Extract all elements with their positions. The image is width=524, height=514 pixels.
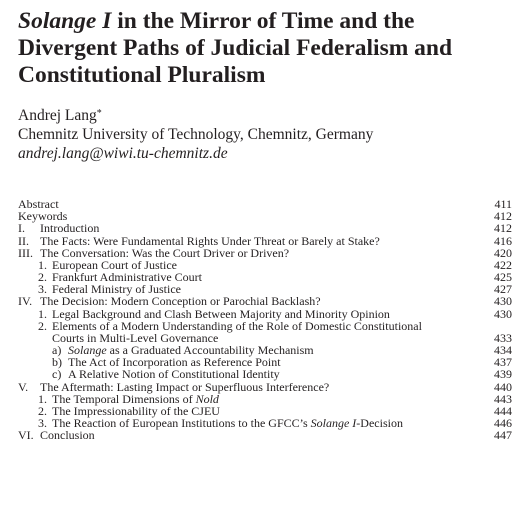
author-email[interactable]: andrej.lang@wiwi.tu-chemnitz.de bbox=[18, 145, 228, 162]
toc-entry-number: 1. bbox=[38, 306, 47, 321]
toc-entry-number: III. bbox=[18, 245, 33, 260]
toc-entry[interactable] bbox=[18, 320, 512, 344]
toc-entry-text: Keywords bbox=[18, 209, 68, 224]
toc-entry-text: The Aftermath: Lasting Impact or Superfluous Interference? bbox=[40, 379, 330, 394]
toc-page-number: 439 bbox=[494, 367, 512, 382]
toc-page-number: 425 bbox=[494, 270, 512, 285]
toc-entry-text: Legal Background and Clash Between Majority and Minority Opinion bbox=[52, 306, 390, 321]
toc-entry-text: The Impressionability of the CJEU bbox=[52, 403, 220, 418]
title-italic: Solange I bbox=[18, 8, 112, 34]
toc-entry-text: Abstract bbox=[18, 197, 59, 211]
toc-page-number: 427 bbox=[494, 282, 512, 297]
toc-page-number: 444 bbox=[494, 403, 512, 418]
toc-page-number: 430 bbox=[494, 306, 512, 321]
toc-entry[interactable] bbox=[18, 429, 512, 441]
toc-page-number: 433 bbox=[494, 330, 512, 345]
toc-page-number: 422 bbox=[494, 257, 512, 272]
toc-entry-text: Solange I bbox=[310, 416, 357, 431]
toc-entry-label bbox=[18, 429, 95, 441]
toc-entry-text: The Temporal Dimensions of bbox=[52, 391, 196, 406]
toc-entry-text: The Act of Incorporation as Reference Point bbox=[68, 355, 281, 370]
toc-entry-text: The Reaction of European Institutions to the GFCC’s bbox=[52, 416, 311, 431]
author-name: Andrej Lang bbox=[18, 107, 97, 124]
toc-page-number: 411 bbox=[494, 197, 512, 211]
title-rest: in the Mirror of Time and the Divergent Paths of Judicial Federalism and Constitutional Pluralism bbox=[18, 8, 453, 88]
toc-entry-number: 2. bbox=[38, 403, 47, 418]
toc-page-number: 412 bbox=[494, 221, 512, 236]
toc-entry-text: Frankfurt Administrative Court bbox=[52, 270, 202, 285]
toc-page-number: 437 bbox=[494, 355, 512, 370]
toc-entry-number: a) bbox=[52, 343, 62, 358]
toc-entry-number: b) bbox=[52, 355, 62, 370]
toc-entry-number: 1. bbox=[38, 391, 47, 406]
toc-entry-number: 3. bbox=[38, 416, 47, 431]
toc-entry-number: I. bbox=[18, 221, 25, 236]
toc-entry-number: 2. bbox=[38, 270, 47, 285]
toc-entry-text: Federal Ministry of Justice bbox=[52, 282, 181, 297]
toc-entry-number: c) bbox=[52, 367, 62, 382]
table-of-contents bbox=[18, 198, 512, 441]
toc-entry-text: Introduction bbox=[40, 221, 100, 236]
toc-entry-text: Solange bbox=[68, 343, 107, 358]
affiliation: Chemnitz University of Technology, Chemnitz, Germany bbox=[18, 126, 374, 143]
toc-entry-text: -Decision bbox=[356, 416, 403, 431]
toc-entry-text: A Relative Notion of Constitutional Identity bbox=[68, 367, 280, 382]
toc-page-number: 412 bbox=[494, 209, 512, 224]
toc-entry-text: The Decision: Modern Conception or Parochial Backlash? bbox=[40, 294, 321, 309]
toc-entry-text: The Facts: Were Fundamental Rights Under Threat or Barely at Stake? bbox=[40, 233, 380, 248]
toc-entry-label bbox=[38, 320, 478, 344]
toc-entry[interactable] bbox=[18, 198, 512, 210]
toc-entry-number: IV. bbox=[18, 294, 33, 309]
toc-page-number: 446 bbox=[494, 416, 512, 431]
toc-page-number: 416 bbox=[494, 233, 512, 248]
toc-entry-text: Nold bbox=[195, 391, 219, 406]
toc-entry-number: 1. bbox=[38, 257, 47, 272]
toc-entry-number: V. bbox=[18, 379, 29, 394]
author-footnote-mark[interactable]: * bbox=[96, 108, 102, 119]
toc-page-number: 447 bbox=[494, 428, 512, 443]
article-title bbox=[18, 8, 518, 89]
toc-entry-text: Elements of a Modern Understanding of the Role of Domestic Constitutional bbox=[52, 318, 422, 333]
toc-page-number: 443 bbox=[494, 391, 512, 406]
toc-page-number: 440 bbox=[494, 379, 512, 394]
toc-entry-number: VI. bbox=[18, 428, 34, 443]
toc-entry-number: II. bbox=[18, 233, 29, 248]
toc-entry-text: The Conversation: Was the Court Driver or Driven? bbox=[40, 245, 290, 260]
toc-entry-text: European Court of Justice bbox=[52, 257, 177, 272]
toc-page-number: 434 bbox=[494, 343, 512, 358]
toc-entry-text: Conclusion bbox=[40, 428, 95, 443]
toc-entry-number: 3. bbox=[38, 282, 47, 297]
toc-entry-number: 2. bbox=[38, 318, 47, 333]
toc-page-number: 420 bbox=[494, 245, 512, 260]
toc-entry-continuation: Courts in Multi-Level Governance bbox=[52, 330, 219, 345]
toc-entry-text: as a Graduated Accountability Mechanism bbox=[106, 343, 314, 358]
author bbox=[18, 106, 102, 125]
toc-page-number: 430 bbox=[494, 294, 512, 309]
